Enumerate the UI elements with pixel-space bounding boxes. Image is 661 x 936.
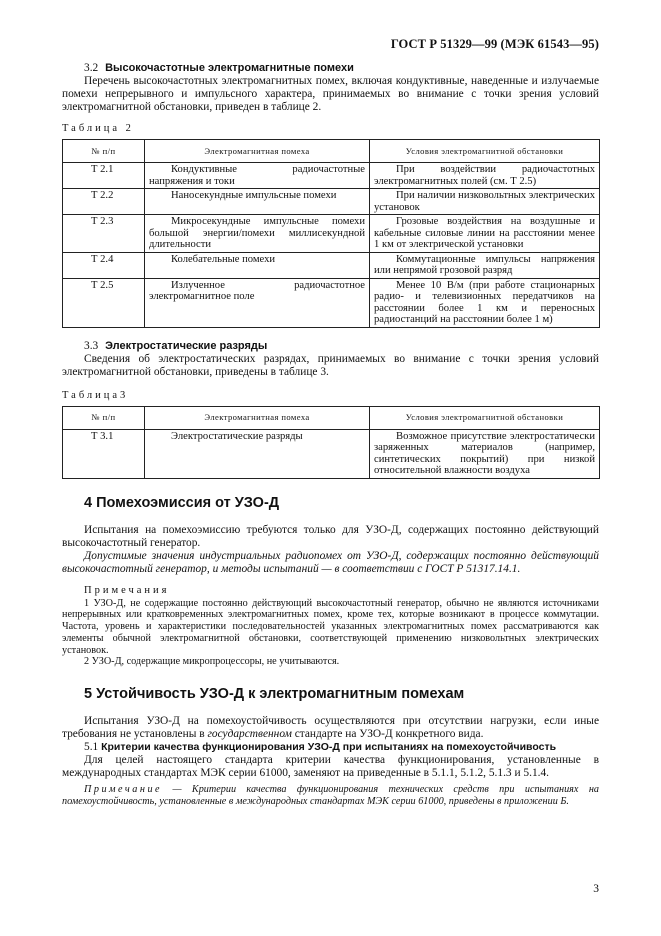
row-number: Т 2.1 [63,163,145,189]
document-header: ГОСТ Р 51329—99 (МЭК 61543—95) [390,37,599,51]
conditions-cell: При наличии низковольтных электрических установок [370,189,600,215]
section-3-3-heading [84,340,599,353]
section-4-paragraph-2: Допустимые значения индустриальных радиопомех от УЗО-Д, содержащих постоянно действующий высокочастотный генератор, и методы испытаний — в соответствии с ГОСТ Р 51317.14.1. [62,549,599,575]
section-3-3-text: Сведения об электростатических разрядах, принимаемых во внимание с точки зрения условий электромагнитной обстановки, приведены в таблице 3. [62,352,599,378]
column-header: Условия электромагнитной обстановки [370,140,600,163]
notes-caption: Примечания [84,584,170,596]
table-row [63,215,600,253]
note-text: — Критерии качества функционирования технических средств при испытаниях на помехоустойчивость, установленные в международных стандартах МЭК серии 61000, приведены в приложении Б. [62,784,599,808]
table-row [63,252,600,278]
interference-cell: Наносекундные импульсные помехи [145,189,370,215]
conditions-cell: Возможное присутствие электростатически заряженных материалов (например, синтетических покрытий) при низкой относительной влажности воздуха [370,429,600,478]
section-number: 3.3 [84,339,99,352]
conditions-cell: Коммутационные импульсы напряжения или непрямой грозовой разряд [370,252,600,278]
page-body [62,62,599,808]
column-header: Условия электромагнитной обстановки [370,406,600,429]
section-title: Электростатические разряды [105,339,268,352]
row-number: Т 2.5 [63,278,145,327]
section-5-heading: 5 Устойчивость УЗО-Д к электромагнитным помехам [84,686,465,703]
paragraph-text-italic: государственном [207,728,292,741]
interference-cell: Излученное радиочастотное электромагнитное поле [145,278,370,327]
interference-cell: Кондуктивные радиочастотные напряжения и токи [145,163,370,189]
table-row [63,163,600,189]
section-3-2-text: Перечень высокочастотных электромагнитных помех, включая кондуктивные, наведенные и излучаемые помехи непрерывного и импульсного характера, принимаемых во внимание с точки зрения условий электромагнитной обстановки, приведен в таблице 2. [62,75,599,113]
section-5-paragraph-1 [62,715,599,741]
table-header-row [63,140,600,163]
section-4-heading: 4 Помехоэмиссия от УЗО-Д [84,494,280,511]
paragraph-text: Испытания УЗО-Д на помехоустойчивость осуществляются при отсутствии нагрузки, если иные требования не установлены в [62,715,599,741]
column-header: Электромагнитная помеха [145,140,370,163]
interference-cell: Микросекундные импульсные помехи большой энергии/помехи миллисекундной длительности [145,215,370,253]
interference-cell: Колебательные помехи [145,252,370,278]
column-header: Электромагнитная помеха [145,406,370,429]
column-header: № п/п [63,406,145,429]
section-5-note [62,784,599,808]
table-row [63,189,600,215]
note-2: 2 УЗО-Д, содержащие микропроцессоры, не учитываются. [84,656,340,668]
table-row [63,429,600,478]
section-number: 3.2 [84,62,99,74]
conditions-cell: Менее 10 В/м (при работе стационарных радио- и телевизионных передатчиков на расстоянии более 1 км и переносных радиостанций на расстоянии более 1 м) [370,278,600,327]
table-3 [62,406,600,479]
section-4-paragraph-1: Испытания на помехоэмиссию требуются только для УЗО-Д, содержащих постоянно действующий высокочастотный генератор. [62,523,599,549]
page-number: 3 [593,883,599,895]
row-number: Т 3.1 [63,429,145,478]
subsection-number: 5.1 [84,741,99,754]
table-header-row [63,406,600,429]
table-3-caption: Таблица3 [62,389,129,401]
paragraph-text: стандарте на УЗО-Д конкретного вида. [291,728,484,741]
table-row [63,278,600,327]
table-2 [62,139,600,328]
note-1: 1 УЗО-Д, не содержащие постоянно действующий высокочастотный генератор, обычно не являются источниками непрерывных или кратковременных электромагнитных помех, кроме тех, которые возникают в процессе коммутации. Частота, уровень и характеристики последовательностей указанных электромагнитных помех рассматриваются как элементы обычной электромагнитной обстановки, соответствующей применению низковольтных электрических установок. [62,597,599,656]
section-title: Высокочастотные электромагнитные помехи [105,62,354,74]
table-2-caption: Таблица 2 [62,123,134,134]
section-3-2-heading [84,62,599,75]
column-header: № п/п [63,140,145,163]
row-number: Т 2.4 [63,252,145,278]
conditions-cell: Грозовые воздействия на воздушные и кабельные силовые линии на расстоянии менее 1 км от электрической установки [370,215,600,253]
row-number: Т 2.2 [63,189,145,215]
section-5-paragraph-2: Для целей настоящего стандарта критерии качества функционирования, установленные в международных стандартах МЭК серии 61000, заменяют на приведенные в 5.1.1, 5.1.2, 5.1.3 и 5.1.4. [62,754,599,780]
subsection-5-1-heading [84,741,599,754]
row-number: Т 2.3 [63,215,145,253]
subsection-title: Критерии качества функционирования УЗО-Д при испытаниях на помехоустойчивость [101,741,557,754]
note-label: Примечание [84,784,163,796]
interference-cell: Электростатические разряды [145,429,370,478]
conditions-cell: При воздействии радиочастотных электромагнитных полей (см. Т 2.5) [370,163,600,189]
